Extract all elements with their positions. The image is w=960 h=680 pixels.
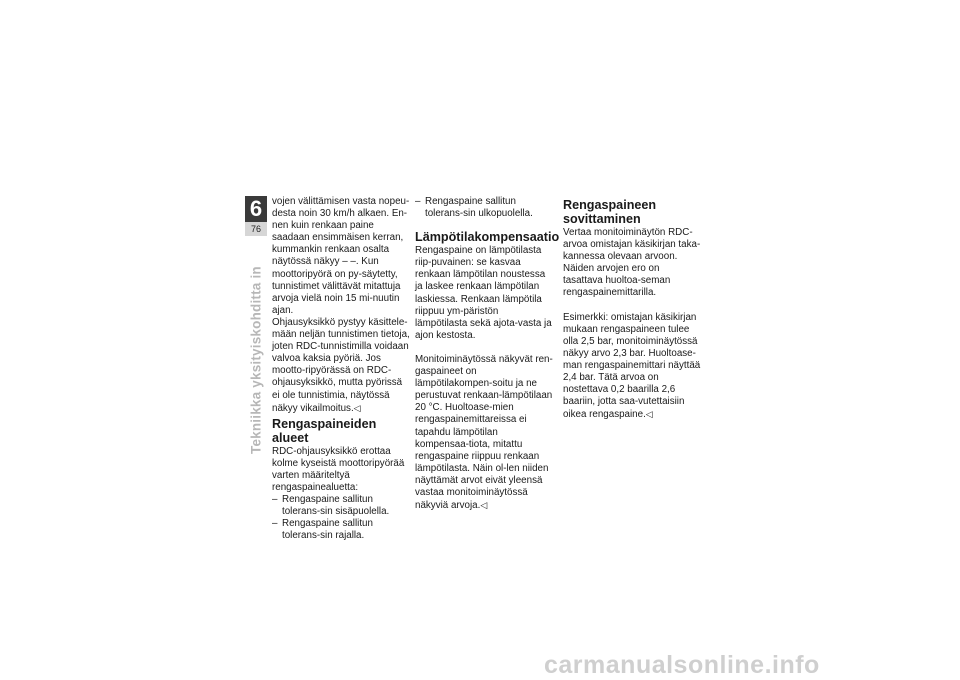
chapter-side-tab [245, 196, 267, 452]
section-heading: Rengaspaineiden alueet [272, 416, 377, 445]
text-column-2 [415, 196, 560, 512]
page-number: 76 [245, 222, 267, 236]
end-of-section-icon: ◁ [353, 402, 361, 413]
end-of-section-icon: ◁ [645, 409, 653, 420]
paragraph: Vertaa monitoiminäytön RDC-arvoa omistajan käsikirjan taka-kannessa olevaan arvoon. Näiden arvojen ero on tasattava huoltoa-seman rengaspainemittarilla. [563, 227, 701, 299]
bullet-list [415, 196, 553, 220]
paragraph: Esimerkki: omistajan käsikirjan mukaan rengaspaineen tulee olla 2,5 bar, monitoiminäytössä näkyy arvo 2,3 bar. Huoltoase-man rengaspainemittari näyttää 2,4 bar. Tätä arvoa on nostettava 0,2 baarilla 2,6 baariin, jotta saa-vutettaisiin oikea rengaspaine.◁ [563, 311, 701, 421]
end-of-section-icon: ◁ [480, 500, 488, 511]
paragraph: vojen välittämisen vasta nopeu-desta noin 30 km/h alkaen. En-nen kuin renkaan paine saadaan ensimmäisen kerran, kummankin renkaan osalta näytössä näkyy – –. Kun moottoripyörä on py-säytetty, tunnistimet välittävät mitattuja arvoja vielä noin 15 mi-nuutin ajan. [272, 196, 410, 316]
section-heading: Rengaspaineen sovittaminen [563, 198, 657, 226]
bullet-list [272, 494, 410, 542]
text-column-3 [563, 196, 701, 421]
list-item: – Rengaspaine sallitun tolerans-sin rajalla. [272, 518, 410, 542]
list-item: – Rengaspaine sallitun tolerans-sin sisäpuolella. [272, 494, 410, 518]
paragraph: Ohjausyksikkö pystyy käsittele-mään neljän tunnistimen tietoja, joten RDC-tunnistimilla voidaan valvoa kaksia pyöriä. Jos mootto-ripyörässä on RDC-ohjausyksikkö, mutta pyörissä ei ole tunnistimia, näytössä näkyy vikailmoitus.◁ [272, 316, 410, 414]
list-item: – Rengaspaine sallitun tolerans-sin ulkopuolella. [415, 196, 553, 220]
paragraph: Monitoiminäytössä näkyvät ren-gaspaineet on lämpötilakompen-soitu ja ne perustuvat renkaan-lämpötilaan 20 °C. Huoltoase-mien rengaspainemittareissa ei tapahdu lämpötilan kompensaa-tiota, mitattu rengaspaine riippuu renkaan lämpötilasta. Näin ol-len niiden näyttämät arvot eivät yleensä vastaa monitoiminäytössä näkyviä arvoja.◁ [415, 353, 553, 512]
paragraph: Rengaspaine on lämpötilasta riip-puvainen: se kasvaa renkaan lämpötilan noustessa ja laskee renkaan lämpötilan laskiessa. Renkaan lämpötila riippuu ym-päristön lämpötilasta sekä ajota-vasta ja ajon kestosta. [415, 245, 552, 341]
watermark: carmanualsonline.info [544, 651, 820, 679]
section-heading: Lämpötilakompensaatio [415, 230, 560, 245]
chapter-title-vertical: Tekniikka yksityiskohditta in [248, 266, 264, 454]
chapter-number: 6 [245, 196, 267, 222]
text-column-1 [272, 196, 410, 542]
paragraph: RDC-ohjausyksikkö erottaa kolme kyseistä moottoripyörää varten määriteltyä rengaspainealuetta: [272, 445, 405, 493]
